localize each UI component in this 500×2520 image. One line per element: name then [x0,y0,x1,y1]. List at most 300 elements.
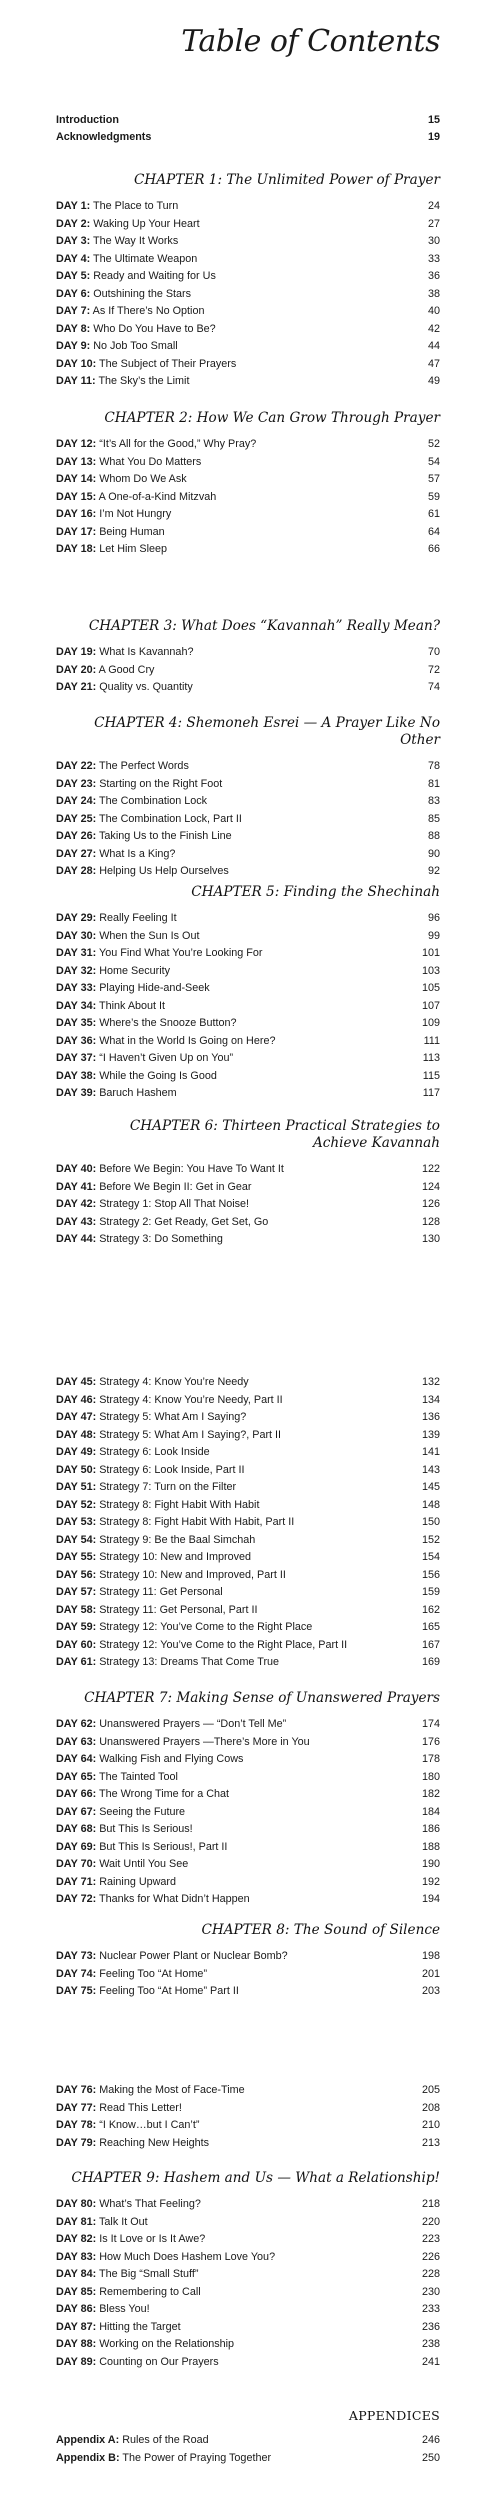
toc-row[interactable] [56,1654,440,1672]
chapter-heading: CHAPTER 1: The Unlimited Power of Prayer [134,172,440,188]
page-number: 49 [427,375,440,387]
toc-row[interactable] [56,1409,440,1427]
page-number: 105 [421,982,440,994]
toc-row-appendix-b[interactable] [56,2450,440,2468]
entry-title: Let Him Sleep [99,543,168,555]
toc-row[interactable] [56,1983,440,2001]
chapter-5 [56,884,440,1103]
toc-row[interactable] [56,1567,440,1585]
entry-title: Nuclear Power Plant or Nuclear Bomb? [99,1950,288,1962]
entry-title: Really Feeling It [99,912,177,924]
toc-row[interactable] [56,471,440,489]
toc-row[interactable] [56,1716,440,1734]
toc-row[interactable] [56,1179,440,1197]
page-number: 101 [421,947,440,959]
page-number: 59 [427,490,440,503]
entry-title: Remembering to Call [99,2285,201,2298]
page-number: 238 [421,2338,440,2350]
entry-title: “I Know…but I Can’t” [99,2119,200,2131]
day-label: DAY 32: [56,964,97,977]
entry-title: Feeling Too “At Home” [99,1967,208,1980]
entry-title: Baruch Hashem [99,1087,177,1099]
page-number: 250 [421,2451,440,2464]
day-label: DAY 35: [56,1017,97,1029]
page-number: 109 [421,1017,440,1029]
page-number: 15 [427,114,440,126]
toc-row[interactable] [56,268,440,286]
toc-row[interactable] [56,251,440,269]
day-label: DAY 74: [56,1967,97,1980]
chapter-heading: CHAPTER 3: What Does “Kavannah” Really Mean? [88,618,440,634]
day-label: DAY 9: [56,340,91,352]
entry-title: Strategy 2: Get Ready, Get Set, Go [99,1215,269,1228]
chapter-6-continued [56,1374,440,1672]
day-label: DAY 52: [56,1498,97,1511]
toc-row-acknowledgments[interactable] [56,129,440,146]
toc-row[interactable] [56,644,440,662]
toc-row[interactable] [56,1196,440,1214]
page-number: 210 [421,2119,440,2131]
entry-title: Strategy 13: Dreams That Come True [99,1656,280,1668]
toc-row[interactable] [56,1033,440,1051]
page-number: 24 [427,200,440,212]
toc-row[interactable] [56,1549,440,1567]
appendix-label: Appendix A: [56,2434,120,2446]
page-number: 83 [427,795,440,807]
day-label: DAY 29: [56,912,97,924]
toc-row[interactable] [56,758,440,776]
toc-row-appendix-a[interactable] [56,2432,440,2450]
page-number: 47 [427,357,440,370]
page-number: 208 [421,2101,440,2114]
entry-title: Ready and Waiting for Us [93,270,216,282]
toc-row[interactable] [56,1050,440,1068]
page-number: 213 [421,2136,440,2149]
entry-title: Strategy 6: Look Inside, Part II [99,1463,245,1476]
page-number: 36 [427,270,440,282]
toc-row[interactable] [56,776,440,794]
chapter-2 [56,410,440,559]
appendices-heading: APPENDICES [348,2408,440,2423]
entry-title: But This Is Serious! [99,1823,193,1835]
page-number: 92 [427,865,440,877]
day-label: DAY 1: [56,200,91,212]
toc-row[interactable] [56,793,440,811]
toc-row[interactable] [56,1068,440,1086]
day-label: DAY 18: [56,543,97,555]
day-label: DAY 73: [56,1950,97,1962]
page-number: 78 [427,760,440,772]
day-label: DAY 22: [56,760,97,772]
chapter-3 [56,618,440,697]
day-label: DAY 45: [56,1376,97,1388]
day-label: DAY 82: [56,2233,97,2245]
entry-title: Read This Letter! [99,2101,182,2114]
front-matter [56,112,440,146]
toc-row[interactable] [56,1584,440,1602]
entry-title: Strategy 3: Do Something [99,1233,223,1245]
day-label: DAY 31: [56,947,97,959]
toc-row[interactable] [56,1769,440,1787]
entry-title: A Good Cry [98,663,155,676]
day-label: DAY 76: [56,2084,97,2096]
toc-row[interactable] [56,2082,440,2100]
chapter-8-continued [56,2082,440,2152]
entry-title: Strategy 10: New and Improved [99,1551,252,1563]
day-label: DAY 65: [56,1770,97,1783]
toc-row[interactable] [56,2266,440,2284]
entry-title: Raining Upward [99,1875,177,1888]
entry-title: Being Human [99,525,165,538]
day-label: DAY 51: [56,1481,97,1493]
toc-row[interactable] [56,2301,440,2319]
chapter-6 [56,1118,440,1249]
entry-title: Counting on Our Prayers [99,2355,219,2368]
entry-title: What You Do Matters [99,455,202,468]
entry-title: Making the Most of Face-Time [99,2084,245,2096]
toc-row[interactable] [56,846,440,864]
page-number: 223 [421,2233,440,2245]
entry-title: Bless You! [99,2303,150,2315]
entry-title: Strategy 8: Fight Habit With Habit [99,1498,260,1511]
day-label: DAY 61: [56,1656,97,1668]
toc-row[interactable] [56,1427,440,1445]
toc-row[interactable] [56,945,440,963]
toc-row[interactable] [56,1966,440,1984]
page-number: 220 [421,2215,440,2228]
entry-title: Strategy 11: Get Personal, Part II [99,1603,258,1616]
toc-row[interactable] [56,2336,440,2354]
entry-title: Reaching New Heights [99,2136,210,2149]
toc-row[interactable] [56,1214,440,1232]
entry-title: Unanswered Prayers —There’s More in You [99,1735,310,1748]
page-number: 143 [421,1463,440,1476]
toc-row[interactable] [56,338,440,356]
entry-title: I’m Not Hungry [99,508,172,520]
page-number: 52 [427,438,440,450]
day-label: DAY 34: [56,999,97,1012]
day-label: DAY 83: [56,2250,97,2263]
entry-title: When the Sun Is Out [99,929,200,942]
toc-row-introduction[interactable] [56,112,440,129]
entry-title: A One-of-a-Kind Mitzvah [98,490,217,503]
entry-title: Strategy 10: New and Improved, Part II [99,1568,286,1581]
day-label: DAY 87: [56,2320,97,2333]
toc-row[interactable] [56,1231,440,1249]
toc-row[interactable] [56,2135,440,2153]
chapter-4 [56,715,440,881]
entry-title: Strategy 6: Look Inside [99,1446,210,1458]
entry-title: Outshining the Stars [93,287,192,300]
toc-row[interactable] [56,1839,440,1857]
toc-row[interactable] [56,1497,440,1515]
day-label: DAY 54: [56,1533,97,1546]
toc-row[interactable] [56,1751,440,1769]
day-label: DAY 8: [56,322,91,335]
toc-row[interactable] [56,1085,440,1103]
toc-row[interactable] [56,373,440,391]
day-label: DAY 57: [56,1586,97,1598]
page-number: 134 [421,1393,440,1406]
toc-row[interactable] [56,928,440,946]
entry-title: Strategy 11: Get Personal [99,1586,223,1598]
page-number: 90 [427,847,440,860]
chapter-heading: CHAPTER 5: Finding the Shechinah [191,884,440,900]
chapter-heading: CHAPTER 7: Making Sense of Unanswered Prayers [84,1690,440,1706]
toc-row[interactable] [56,1532,440,1550]
day-label: DAY 67: [56,1805,97,1818]
toc-row[interactable] [56,198,440,216]
toc-row[interactable] [56,828,440,846]
toc-row[interactable] [56,2117,440,2135]
toc-row[interactable] [56,2284,440,2302]
page-number: 167 [421,1638,440,1651]
page-number: 236 [421,2320,440,2333]
entry-title: While the Going Is Good [99,1069,217,1082]
day-label: DAY 27: [56,847,97,860]
day-label: DAY 59: [56,1621,97,1633]
page-number: 42 [427,322,440,335]
day-label: DAY 25: [56,812,97,825]
toc-row[interactable] [56,963,440,981]
day-label: DAY 2: [56,217,91,230]
toc-row[interactable] [56,1804,440,1822]
page-number: 61 [427,508,440,520]
entry-title: Wait Until You See [99,1858,189,1870]
page-number: 230 [421,2285,440,2298]
toc-row[interactable] [56,2100,440,2118]
page-number: 186 [421,1823,440,1835]
toc-row[interactable] [56,1891,440,1909]
page-number: 194 [421,1893,440,1905]
toc-row[interactable] [56,1856,440,1874]
page-number: 152 [421,1533,440,1546]
day-label: DAY 21: [56,681,97,693]
page-number: 233 [421,2303,440,2315]
page-number: 130 [421,1233,440,1245]
page-number: 154 [421,1551,440,1563]
page-number: 180 [421,1770,440,1783]
day-label: DAY 39: [56,1087,97,1099]
page-number: 111 [423,1034,440,1047]
page-number: 88 [427,830,440,842]
entry-title: Working on the Relationship [99,2338,235,2350]
toc-row[interactable] [56,679,440,697]
page-number: 178 [421,1753,440,1765]
toc-row[interactable] [56,454,440,472]
day-label: DAY 38: [56,1069,97,1082]
toc-row[interactable] [56,436,440,454]
day-label: DAY 44: [56,1233,97,1245]
day-label: DAY 79: [56,2136,97,2149]
toc-row[interactable] [56,1444,440,1462]
chapter-heading: CHAPTER 4: Shemoneh Esrei — A Prayer Like No Other [94,715,440,748]
entry-title: “It’s All for the Good,” Why Pray? [99,438,257,450]
day-label: DAY 86: [56,2303,97,2315]
day-label: DAY 49: [56,1446,97,1458]
toc-row[interactable] [56,2214,440,2232]
page-title: Table of Contents [181,24,440,59]
page-number: 99 [427,929,440,942]
day-label: DAY 47: [56,1411,97,1423]
page-number: 192 [421,1875,440,1888]
entry-title: Think About It [99,999,166,1012]
toc-row[interactable] [56,1637,440,1655]
page-number: 218 [421,2198,440,2210]
toc-row[interactable] [56,1374,440,1392]
toc-row[interactable] [56,1462,440,1480]
toc-row[interactable] [56,506,440,524]
page-number: 182 [421,1788,440,1800]
entry-title: Taking Us to the Finish Line [99,830,232,842]
chapter-8 [56,1922,440,2001]
entry-title: The Big “Small Stuff” [99,2268,199,2280]
toc-row[interactable] [56,286,440,304]
day-label: DAY 15: [56,490,97,503]
toc-row[interactable] [56,1734,440,1752]
toc-row[interactable] [56,980,440,998]
entry-title: What Is Kavannah? [99,646,194,658]
day-label: DAY 28: [56,865,97,877]
toc-row[interactable] [56,303,440,321]
entry-title: Strategy 5: What Am I Saying?, Part II [99,1428,282,1441]
chapter-heading: CHAPTER 2: How We Can Grow Through Prayer [104,410,440,426]
page-number: 30 [427,235,440,247]
page-number: 176 [421,1735,440,1748]
day-label: DAY 33: [56,982,97,994]
toc-row[interactable] [56,2354,440,2372]
toc-row[interactable] [56,910,440,928]
toc-row[interactable] [56,489,440,507]
toc-row[interactable] [56,1874,440,1892]
entry-title: Feeling Too “At Home” Part II [99,1985,239,1997]
toc-row[interactable] [56,1619,440,1637]
page-number: 148 [421,1498,440,1511]
entry-title: Acknowledgments [56,131,152,143]
entry-title: The Way It Works [93,235,179,247]
entry-title: Home Security [99,964,171,977]
chapter-9 [56,2170,440,2371]
page-number: 103 [421,964,440,977]
entry-title: The Place to Turn [93,200,179,212]
entry-title: Strategy 12: You’ve Come to the Right Place, Part II [99,1638,348,1651]
entry-title: Strategy 4: Know You’re Needy, Part II [99,1393,283,1406]
toc-row[interactable] [56,1479,440,1497]
toc-row[interactable] [56,216,440,234]
day-label: DAY 7: [56,305,91,317]
day-label: DAY 10: [56,357,97,370]
page-number: 33 [427,252,440,265]
entry-title: The Combination Lock [99,795,208,807]
page-number: 141 [421,1446,440,1458]
toc-row[interactable] [56,524,440,542]
toc-row[interactable] [56,1786,440,1804]
toc-row[interactable] [56,662,440,680]
page-number: 128 [421,1215,440,1228]
chapter-heading: CHAPTER 8: The Sound of Silence [201,1922,440,1938]
entry-title: Before We Begin II: Get in Gear [99,1180,252,1193]
entry-title: Quality vs. Quantity [99,681,193,693]
day-label: DAY 43: [56,1215,97,1228]
entry-title: Who Do You Have to Be? [93,322,216,335]
entry-title: Strategy 9: Be the Baal Simchah [99,1533,256,1546]
day-label: DAY 36: [56,1034,97,1047]
entry-title: Unanswered Prayers — “Don’t Tell Me” [99,1718,287,1730]
page-number: 136 [421,1411,440,1423]
toc-row[interactable] [56,1015,440,1033]
entry-title: Strategy 12: You’ve Come to the Right Place [99,1621,313,1633]
toc-row[interactable] [56,2196,440,2214]
entry-title: The Ultimate Weapon [93,252,198,265]
day-label: DAY 80: [56,2198,97,2210]
entry-title: The Perfect Words [99,760,189,772]
toc-row[interactable] [56,1161,440,1179]
toc-row[interactable] [56,811,440,829]
toc-row[interactable] [56,1514,440,1532]
page-number: 64 [427,525,440,538]
toc-row[interactable] [56,233,440,251]
entry-title: Helping Us Help Ourselves [99,865,229,877]
toc-row[interactable] [56,863,440,881]
page-number: 72 [427,663,440,676]
entry-title: The Power of Praying Together [122,2451,272,2464]
day-label: DAY 78: [56,2119,97,2131]
toc-row[interactable] [56,2249,440,2267]
entry-title: Waking Up Your Heart [93,217,200,230]
day-label: DAY 12: [56,438,97,450]
toc-row[interactable] [56,1821,440,1839]
toc-row[interactable] [56,1392,440,1410]
day-label: DAY 64: [56,1753,97,1765]
entry-title: Starting on the Right Foot [99,777,223,790]
entry-title: Playing Hide-and-Seek [99,982,210,994]
page-number: 203 [421,1985,440,1997]
page-number: 150 [421,1516,440,1528]
entry-title: What in the World Is Going on Here? [99,1034,276,1047]
page-number: 54 [427,455,440,468]
day-label: DAY 77: [56,2101,97,2114]
toc-row[interactable] [56,1602,440,1620]
toc-row[interactable] [56,998,440,1016]
day-label: DAY 75: [56,1985,97,1997]
toc-row[interactable] [56,321,440,339]
page-number: 226 [421,2250,440,2263]
toc-row[interactable] [56,356,440,374]
entry-title: What Is a King? [99,847,176,860]
day-label: DAY 40: [56,1163,97,1175]
page-number: 198 [421,1950,440,1962]
toc-row[interactable] [56,541,440,559]
page-number: 184 [421,1805,440,1818]
day-label: DAY 19: [56,646,97,658]
page-number: 107 [421,999,440,1012]
toc-row[interactable] [56,1948,440,1966]
day-label: DAY 23: [56,777,97,790]
day-label: DAY 42: [56,1198,97,1210]
entry-title: Before We Begin: You Have To Want It [99,1163,284,1175]
page-number: 40 [427,305,440,317]
day-label: DAY 55: [56,1551,97,1563]
toc-row[interactable] [56,2319,440,2337]
page-number: 162 [421,1603,440,1616]
day-label: DAY 62: [56,1718,97,1730]
entry-title: You Find What You’re Looking For [99,947,263,959]
toc-row[interactable] [56,2231,440,2249]
page-number: 246 [421,2434,440,2446]
day-label: DAY 26: [56,830,97,842]
entry-title: Walking Fish and Flying Cows [99,1753,244,1765]
page-number: 201 [421,1967,440,1980]
